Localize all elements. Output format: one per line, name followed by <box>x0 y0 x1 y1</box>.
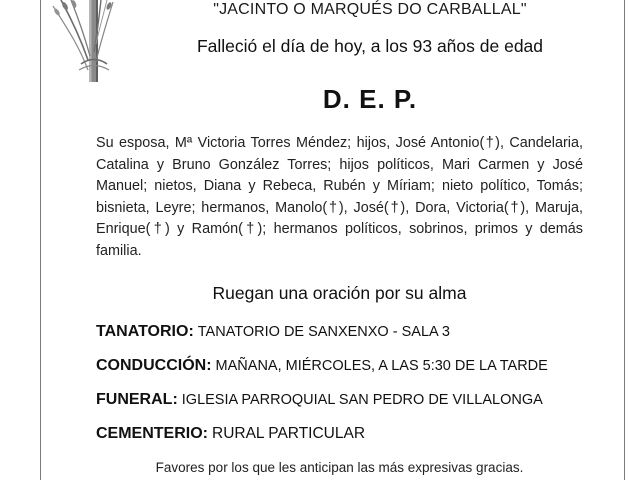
detail-row-funeral <box>96 391 596 409</box>
death-statement: Falleció el día de hoy, a los 93 años de edad <box>196 36 544 56</box>
prayer-request: Ruegan una oración por su alma <box>212 283 467 303</box>
nickname-line: "JACINTO O MARQUÉS DO CARBALLAL" <box>213 1 527 18</box>
detail-label: FUNERAL: <box>96 391 178 408</box>
detail-row-tanatorio <box>96 323 596 341</box>
detail-label: CEMENTERIO: <box>96 425 208 442</box>
right-border-line <box>624 0 625 480</box>
detail-row-cementerio <box>96 425 596 443</box>
dep-heading: D. E. P. <box>322 84 418 114</box>
detail-row-conduccion <box>96 357 596 375</box>
detail-value: RURAL PARTICULAR <box>212 425 366 442</box>
detail-value: IGLESIA PARROQUIAL SAN PEDRO DE VILLALONGA <box>181 392 543 408</box>
family-paragraph: Su esposa, Mª Victoria Torres Méndez; hijos, José Antonio(†), Candelaria, Catalina y Bruno González Torres; hijos políticos, Mari Carmen y José Manuel; nietos, Diana y Rebeca, Rubén y Míriam; nieto político, Tomás; bisnieta, Leyre; hermanos, Manolo(†), José(†), Dora, Victoria(†), Maruja, Enrique(†) y Ramón(†); hermanos políticos, sobrinos, primos y demás familia. <box>96 135 583 259</box>
detail-value: TANATORIO DE SANXENXO - SALA 3 <box>197 324 450 340</box>
detail-label: TANATORIO: <box>96 323 194 340</box>
detail-label: CONDUCCIÓN: <box>96 357 212 374</box>
thanks-line: Favores por los que les anticipan las más expresivas gracias. <box>155 460 524 475</box>
cross-with-wheat-icon <box>41 0 131 82</box>
detail-value: MAÑANA, MIÉRCOLES, A LAS 5:30 DE LA TARDE <box>215 358 548 374</box>
